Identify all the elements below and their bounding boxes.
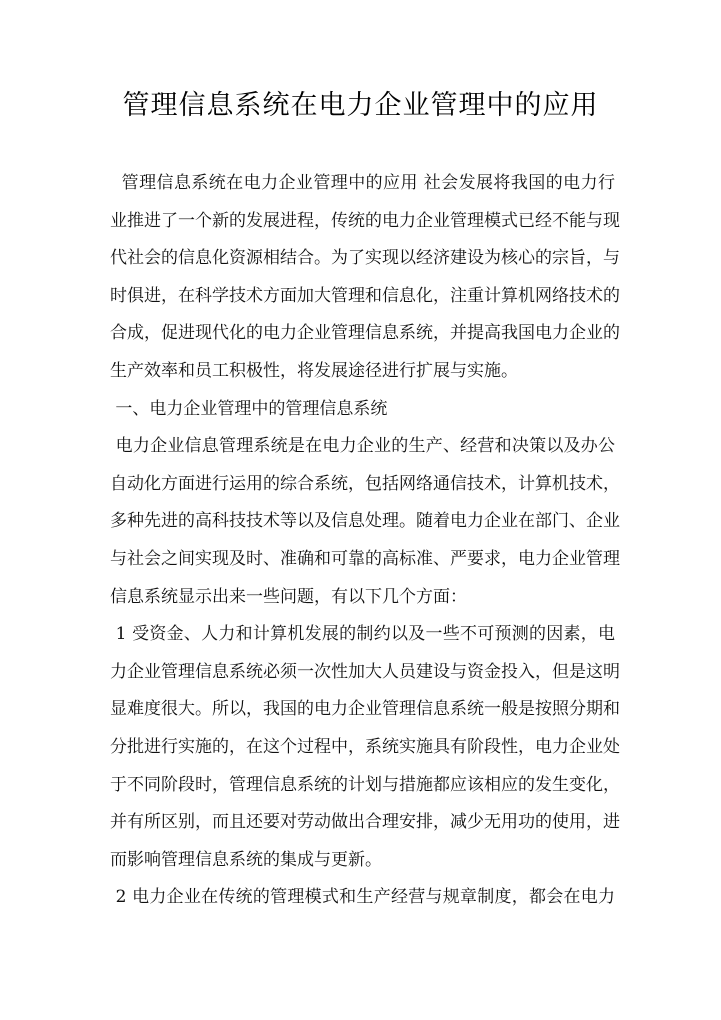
text-line: 业推进了一个新的发展进程，传统的电力企业管理模式已经不能与现 (110, 210, 620, 231)
document-title: 管理信息系统在电力企业管理中的应用 (122, 90, 599, 121)
text-line: 与社会之间实现及时、准确和可靠的高标准、严要求，电力企业管理 (110, 548, 620, 569)
text-line: 信息系统显示出来一些问题，有以下几个方面： (110, 586, 467, 607)
text-line: 于不同阶段时，管理信息系统的计划与措施都应该相应的发生变化， (110, 774, 620, 795)
text-line: 代社会的信息化资源相结合。为了实现以经济建设为核心的宗旨，与 (110, 248, 620, 269)
text-line: 分批进行实施的，在这个过程中，系统实施具有阶段性，电力企业处 (110, 736, 620, 757)
text-line: 管理信息系统在电力企业管理中的应用 社会发展将我国的电力行 (110, 173, 615, 193)
text-line: 多种先进的高科技技术等以及信息处理。随着电力企业在部门、企业 (110, 511, 620, 532)
text-line: 合成，促进现代化的电力企业管理信息系统，并提高我国电力企业的 (110, 323, 620, 344)
text-line: 2 电力企业在传统的管理模式和生产经营与规章制度，都会在电力 (110, 887, 615, 908)
text-line: 而影响管理信息系统的集成与更新。 (110, 849, 382, 870)
text-line: 生产效率和员工积极性，将发展途径进行扩展与实施。 (110, 360, 518, 381)
document-body (110, 165, 620, 917)
text-line: 力企业管理信息系统必须一次性加大人员建设与资金投入，但是这明 (110, 661, 620, 682)
text-line: 一、电力企业管理中的管理信息系统 (110, 398, 388, 419)
text-line: 电力企业信息管理系统是在电力企业的生产、经营和决策以及办公 (110, 436, 615, 457)
text-line: 时俱进，在科学技术方面加大管理和信息化，注重计算机网络技术的 (110, 285, 620, 306)
text-line: 显难度很大。所以，我国的电力企业管理信息系统一般是按照分期和 (110, 699, 620, 720)
text-line: 1 受资金、人力和计算机发展的制约以及一些不可预测的因素，电 (110, 624, 615, 645)
text-line: 自动化方面进行运用的综合系统，包括网络通信技术，计算机技术， (110, 473, 620, 494)
text-line: 并有所区别，而且还要对劳动做出合理安排，减少无用功的使用，进 (110, 812, 620, 833)
